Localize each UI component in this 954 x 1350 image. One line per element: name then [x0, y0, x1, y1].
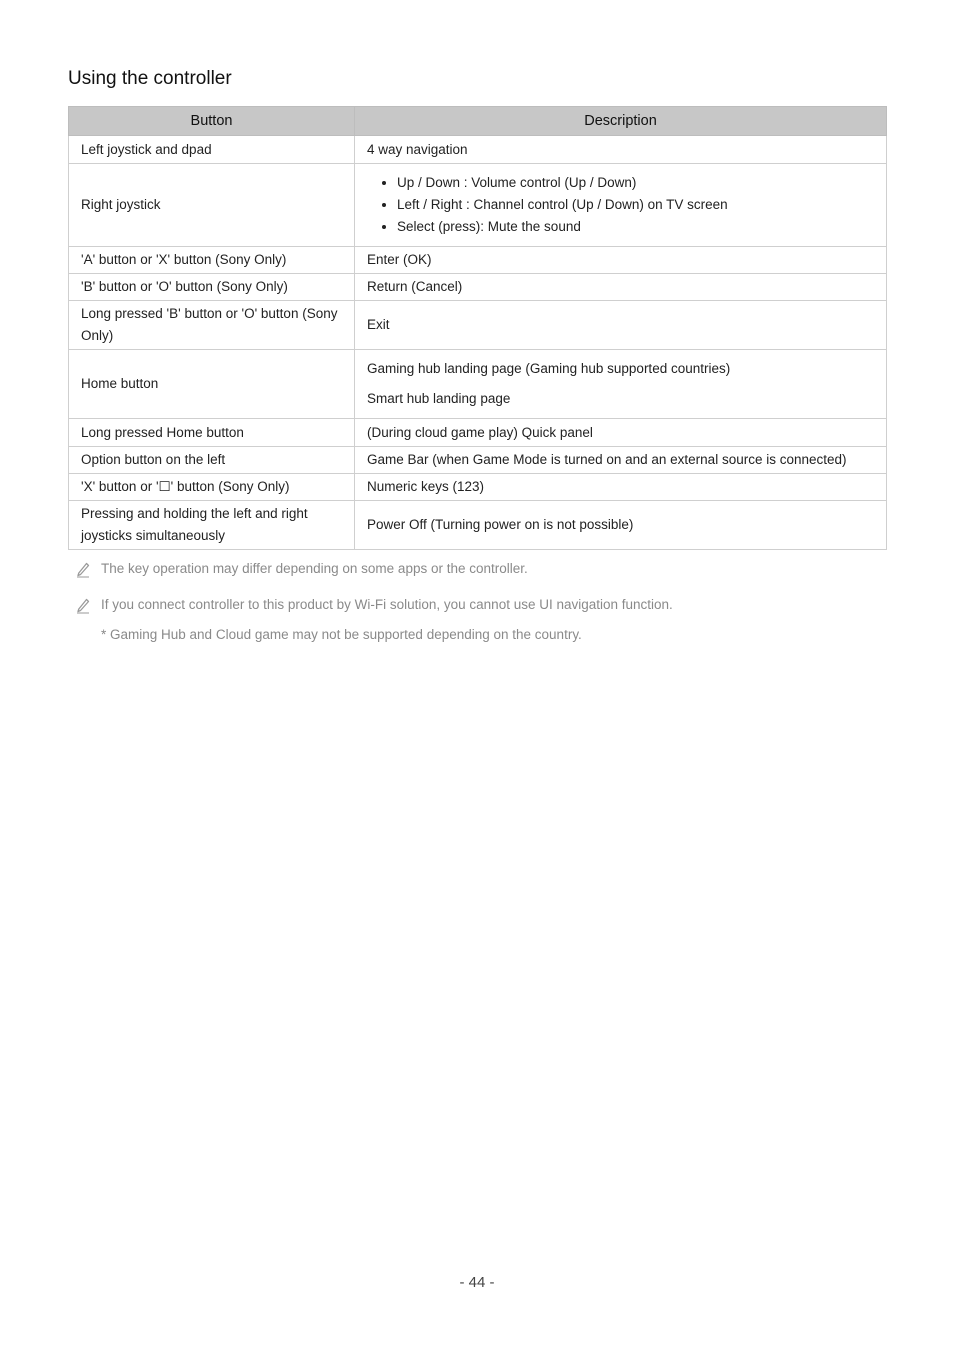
table-row — [69, 474, 887, 501]
button-cell: 'A' button or 'X' button (Sony Only) — [69, 247, 355, 274]
table-row — [69, 247, 887, 274]
note-text: The key operation may differ depending on some apps or the controller. — [101, 561, 528, 576]
button-cell: Option button on the left — [69, 447, 355, 474]
description-cell: Game Bar (when Game Mode is turned on and an external source is connected) — [355, 447, 887, 474]
description-cell: (During cloud game play) Quick panel — [355, 419, 887, 447]
footnote: * Gaming Hub and Cloud game may not be supported depending on the country. — [101, 627, 582, 642]
button-cell: 'X' button or '☐' button (Sony Only) — [69, 474, 355, 501]
note-text: If you connect controller to this product by Wi-Fi solution, you cannot use UI navigation function. — [101, 597, 673, 612]
table-row — [69, 164, 887, 247]
header-description: Description — [355, 107, 887, 136]
bullet-item: • Up / Down : Volume control (Up / Down) — [397, 172, 874, 194]
bullet-item: • Select (press): Mute the sound — [397, 216, 874, 238]
pencil-note-icon — [76, 562, 90, 578]
table-header-row — [69, 107, 887, 136]
pencil-note-icon — [76, 598, 90, 614]
header-button: Button — [69, 107, 355, 136]
table-row — [69, 136, 887, 164]
table-row — [69, 301, 887, 350]
description-cell: Exit — [355, 301, 887, 350]
description-bullet-list — [367, 172, 874, 238]
description-cell: Numeric keys (123) — [355, 474, 887, 501]
button-cell: Pressing and holding the left and right joysticks simultaneously — [69, 501, 355, 550]
button-cell: Left joystick and dpad — [69, 136, 355, 164]
table-row — [69, 447, 887, 474]
description-cell: Return (Cancel) — [355, 274, 887, 301]
table-row — [69, 274, 887, 301]
table-row — [69, 501, 887, 550]
note — [76, 597, 673, 614]
controller-table — [68, 106, 887, 550]
button-cell: 'B' button or 'O' button (Sony Only) — [69, 274, 355, 301]
description-cell: Power Off (Turning power on is not possible) — [355, 501, 887, 550]
button-cell: Right joystick — [69, 164, 355, 247]
description-cell — [355, 350, 887, 419]
button-cell: Long pressed 'B' button or 'O' button (Sony Only) — [69, 301, 355, 350]
description-cell: 4 way navigation — [355, 136, 887, 164]
table-row — [69, 350, 887, 419]
description-paragraph: Gaming hub landing page (Gaming hub supported countries) — [367, 361, 731, 376]
description-paragraph: Smart hub landing page — [367, 391, 511, 406]
table-row — [69, 419, 887, 447]
button-cell: Long pressed Home button — [69, 419, 355, 447]
note — [76, 561, 528, 578]
page-number: - 44 - — [459, 1274, 495, 1291]
button-cell: Home button — [69, 350, 355, 419]
description-cell: Enter (OK) — [355, 247, 887, 274]
bullet-item: • Left / Right : Channel control (Up / Down) on TV screen — [397, 194, 874, 216]
description-cell — [355, 164, 887, 247]
page-title: Using the controller — [68, 68, 232, 89]
